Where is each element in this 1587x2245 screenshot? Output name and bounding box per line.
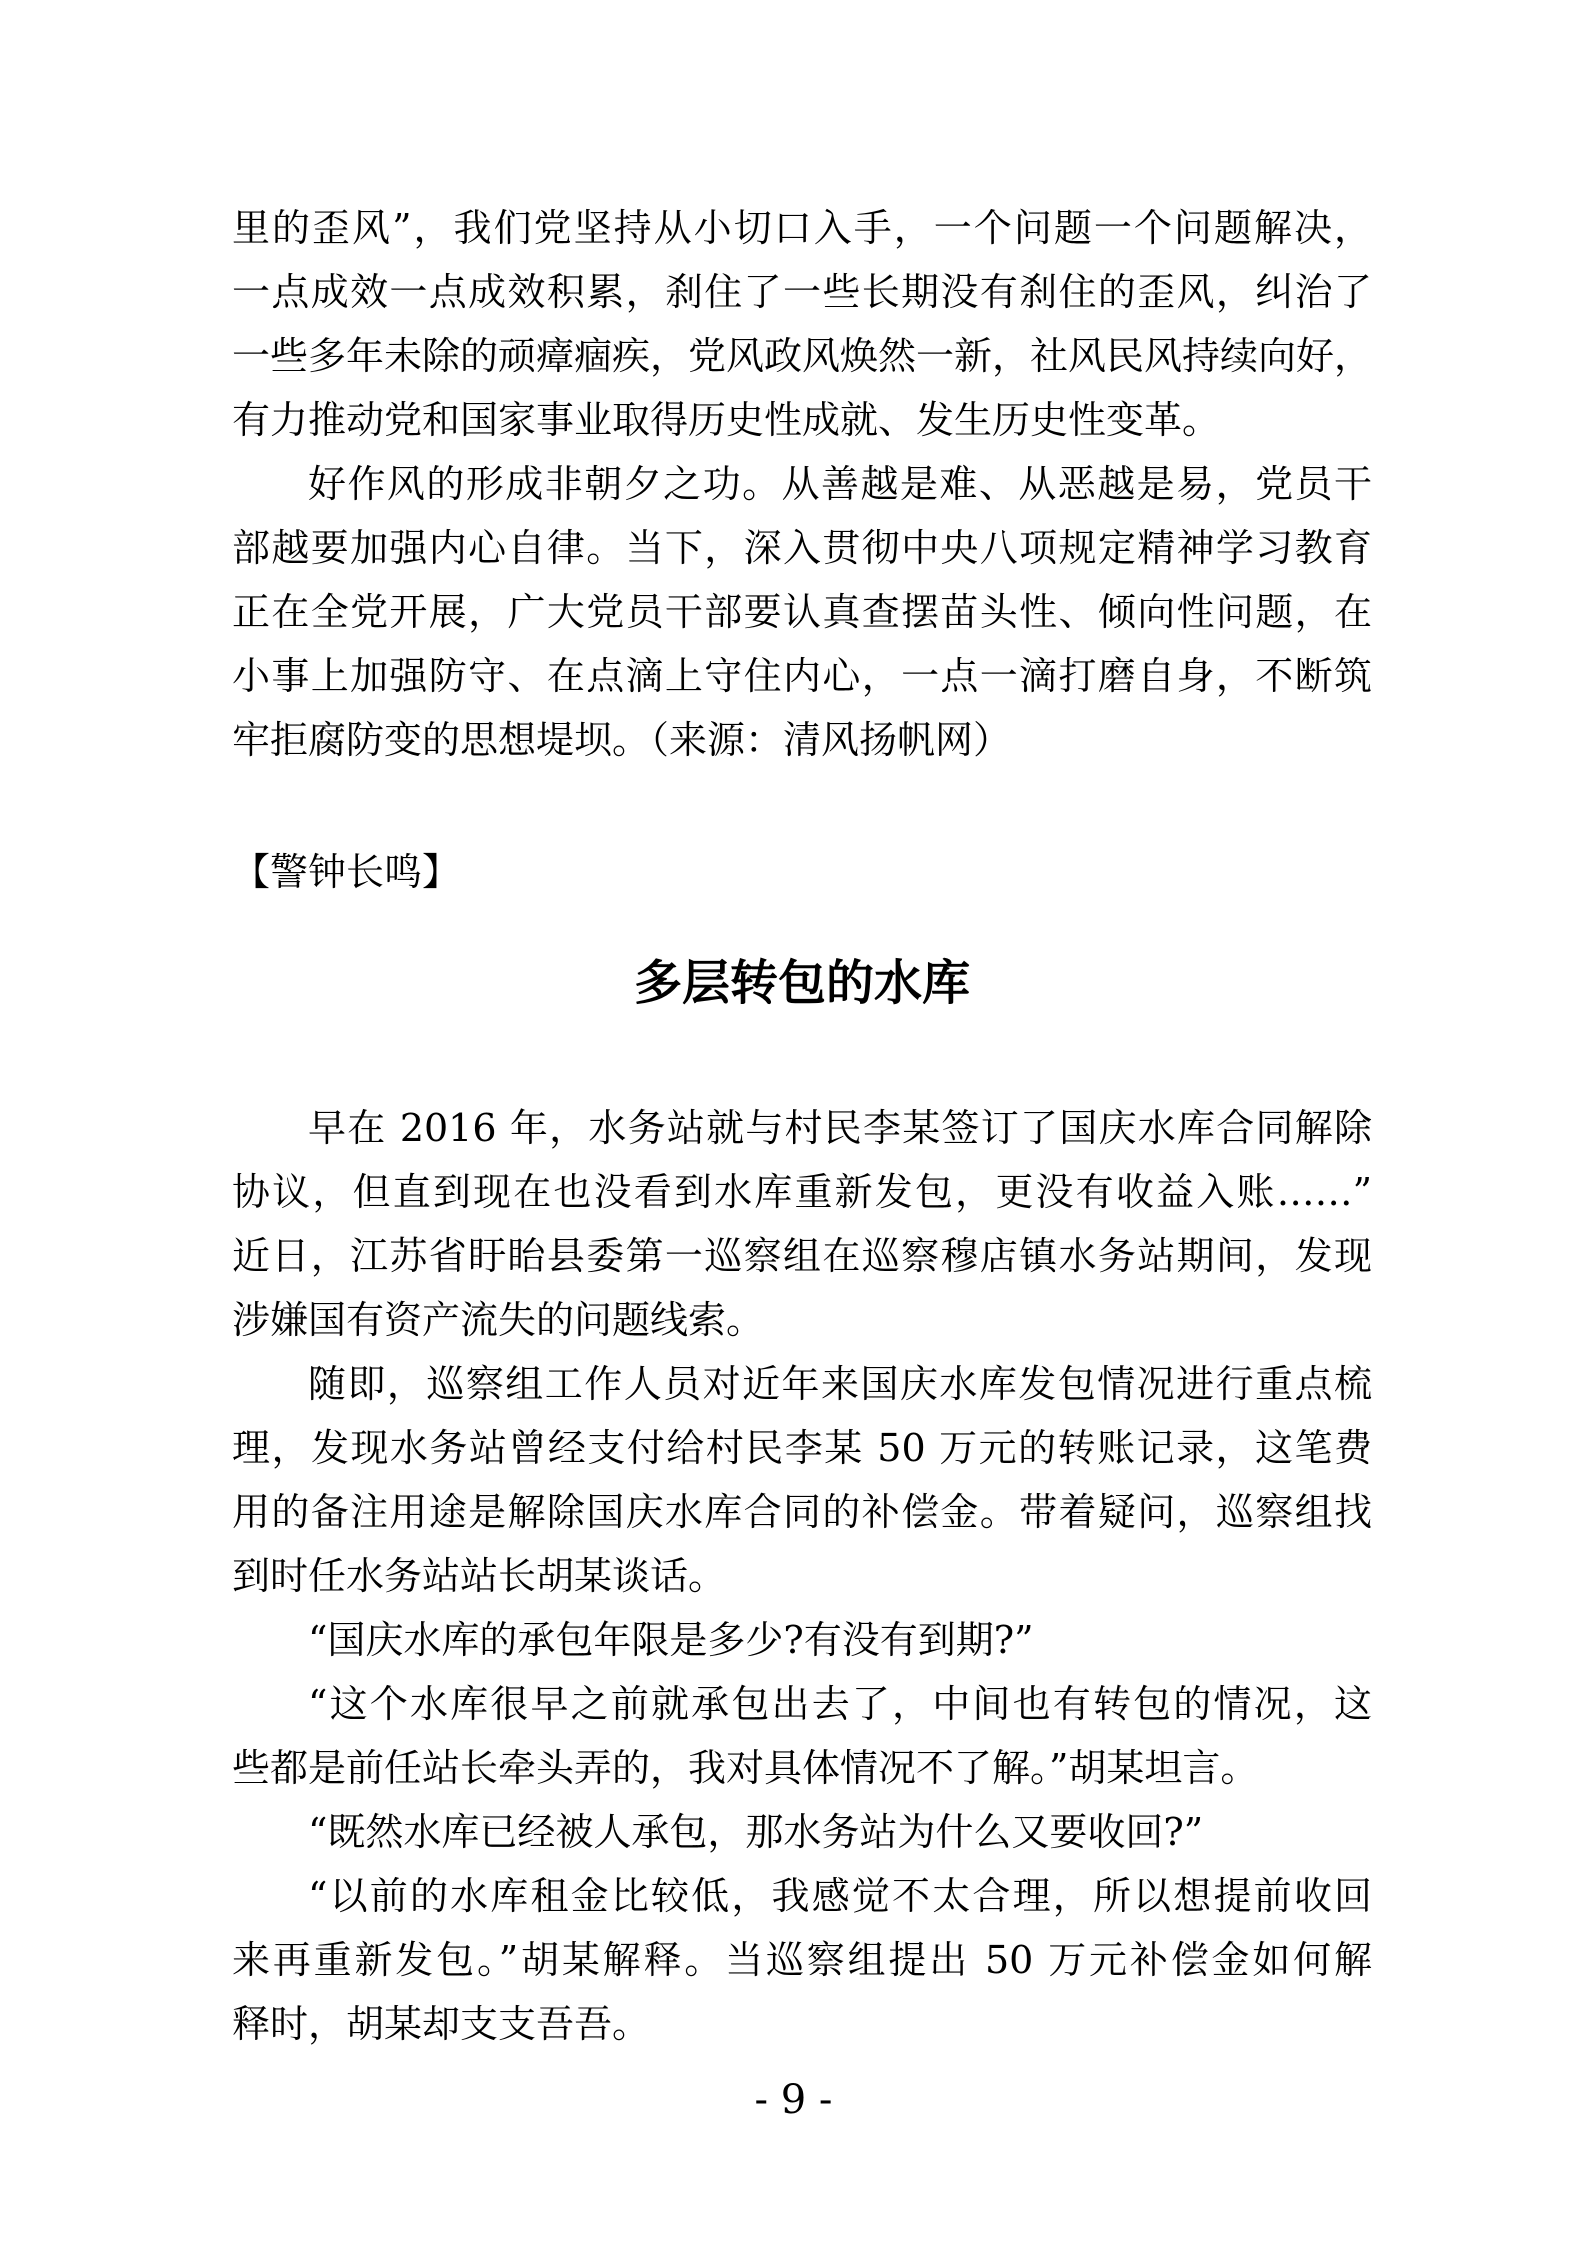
article-paragraph-quote [232,1672,1372,1800]
text-line: 一些多年未除的顽瘴痼疾，党风政风焕然一新，社风民风持续向好， [232,334,1373,378]
text-line: 理，发现水务站曾经支付给村民李某 50 万元的转账记录，这笔费 [232,1426,1372,1470]
article-paragraph [232,1352,1372,1608]
article-body [232,1096,1372,2056]
text-line: 些都是前任站长牵头弄的，我对具体情况不了解。”胡某坦言。 [232,1746,1259,1790]
text-line: 涉嫌国有资产流失的问题线索。 [232,1298,765,1342]
page-content [232,196,1372,2056]
article-paragraph [232,1096,1372,1352]
article-paragraph-quote [232,1800,1372,1864]
text-line: 近日，江苏省盱眙县委第一巡察组在巡察穆店镇水务站期间，发现 [232,1234,1372,1278]
text-line: “国庆水库的承包年限是多少?有没有到期?” [308,1618,1034,1662]
text-line: “既然水库已经被人承包，那水务站为什么又要收回?” [308,1810,1204,1854]
text-line: “以前的水库租金比较低，我感觉不太合理，所以想提前收回 [308,1874,1372,1918]
text-line: 正在全党开展，广大党员干部要认真查摆苗头性、倾向性问题，在 [232,590,1372,634]
text-line: 好作风的形成非朝夕之功。从善越是难、从恶越是易，党员干 [308,462,1372,506]
article-paragraph-quote [232,1608,1372,1672]
article-paragraph-quote [232,1864,1372,2056]
text-line: 一点成效一点成效积累，刹住了一些长期没有刹住的歪风，纠治了 [232,270,1372,314]
page-number: - 9 - [754,2077,833,2123]
body-paragraph-continuation [232,196,1372,452]
text-line: 早在 2016 年，水务站就与村民李某签订了国庆水库合同解除 [308,1106,1372,1150]
text-line: “这个水库很早之前就承包出去了，中间也有转包的情况，这 [308,1682,1372,1726]
text-line: 里的歪风”，我们党坚持从小切口入手，一个问题一个问题解决， [232,206,1372,250]
text-line: 用的备注用途是解除国庆水库合同的补偿金。带着疑问，巡察组找 [232,1490,1372,1534]
text-line: 牢拒腐防变的思想堤坝。（来源：清风扬帆网） [232,718,1012,762]
article-title: 多层转包的水库 [633,955,970,1011]
text-line: 有力推动党和国家事业取得历史性成就、发生历史性变革。 [232,398,1221,442]
text-line: 释时，胡某却支支吾吾。 [232,2002,651,2046]
body-paragraph [232,452,1372,772]
text-line: 来再重新发包。”胡某解释。当巡察组提出 50 万元补偿金如何解 [232,1938,1372,1982]
text-line: 协议，但直到现在也没看到水库重新发包，更没有收益入账……” [232,1170,1372,1214]
text-line: 部越要加强内心自律。当下，深入贯彻中央八项规定精神学习教育 [232,526,1372,570]
section-header: 【警钟长鸣】 [232,850,461,894]
text-line: 随即，巡察组工作人员对近年来国庆水库发包情况进行重点梳 [308,1362,1372,1406]
text-line: 小事上加强防守、在点滴上守住内心，一点一滴打磨自身，不断筑 [232,654,1372,698]
text-line: 到时任水务站站长胡某谈话。 [232,1554,727,1598]
